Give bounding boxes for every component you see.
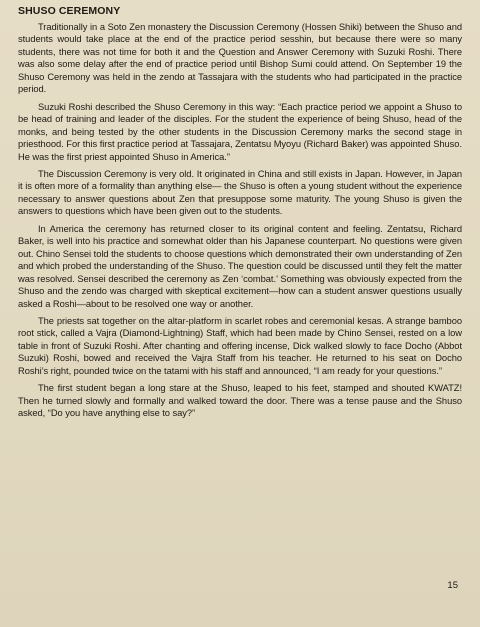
paragraph-1: Traditionally in a Soto Zen monastery the Discussion Ceremony (Hossen Shiki) between the Shuso and students would take place at the end of the practice period sesshin, but because there were so many students, there was not time for both it and the Question and Answer Ceremony with Suzuki Roshi. There was also some delay after the end of practice period until Bishop Sumi could attend. On September 19 the Shuso Ceremony was held in the zendo at Tassajara with the students who had participated in the practice period. [18,22,462,95]
paragraph-5: The priests sat together on the altar-platform in scarlet robes and ceremonial kesas. A strange bamboo root stick, called a Vajra (Diamond-Lightning) Staff, which had been made by Chino Sensei, rested on a low table in front of Suzuki Roshi. After chanting and offering incense, Dick walked slowly to face Docho (Abbot Suzuki) Roshi, bowed and received the Vajra Staff from his teacher. He returned to his seat on Docho Roshi’s right, pounded twice on the tatami with his staff and announced, “I am ready for your questions.” [18,315,462,376]
paragraph-4: In America the ceremony has returned closer to its original content and feeling. Zentatsu, Richard Baker, is well into his practice and somewhat older than his Japanese counterpart. No questions were given out. Chino Sensei told the students to choose questions which demonstrated their own understanding of Zen and which probed the understanding of the Shuso. The question could be discussed until they felt the matter was resolved. Sensei described the ceremony as Zen ‘combat.’ Something was obviously expected from the Shuso and the zendo was charged with skeptical excitement—how can a student answer questions usually asked a Roshi—about to be resolved one way or another. [18,223,462,309]
paragraph-3: The Discussion Ceremony is very old. It originated in China and still exists in Japan. However, in Japan it is often more of a formality than anything else— the Shuso is often a young student without the experience necessary to answer questions about Zen that presuppose some maturity. The young Shuso is given the answers to questions which have been given out to the students. [18,168,462,217]
paragraph-6: The first student began a long stare at the Shuso, leaped to his feet, stamped and shouted KWATZ! Then he turned slowly and formally and walked toward the door. There was a tense pause and the Shuso asked, “Do you have anything else to say?” [18,383,462,419]
page-number: 15 [447,580,458,591]
paragraph-2: Suzuki Roshi described the Shuso Ceremony in this way: “Each practice period we appoint a Shuso to be head of training and leader of the disciples. For the student the experience of being Shuso, head of the monks, and being tested by the other students in the Discussion Ceremony marks the second stage in priesthood. For this first practice period at Tassajara, Zentatsu Myoyu (Richard Baker) was appointed Shuso. He was the first priest appointed Shuso in America.” [18,101,462,162]
section-heading: SHUSO CEREMONY [18,5,121,17]
